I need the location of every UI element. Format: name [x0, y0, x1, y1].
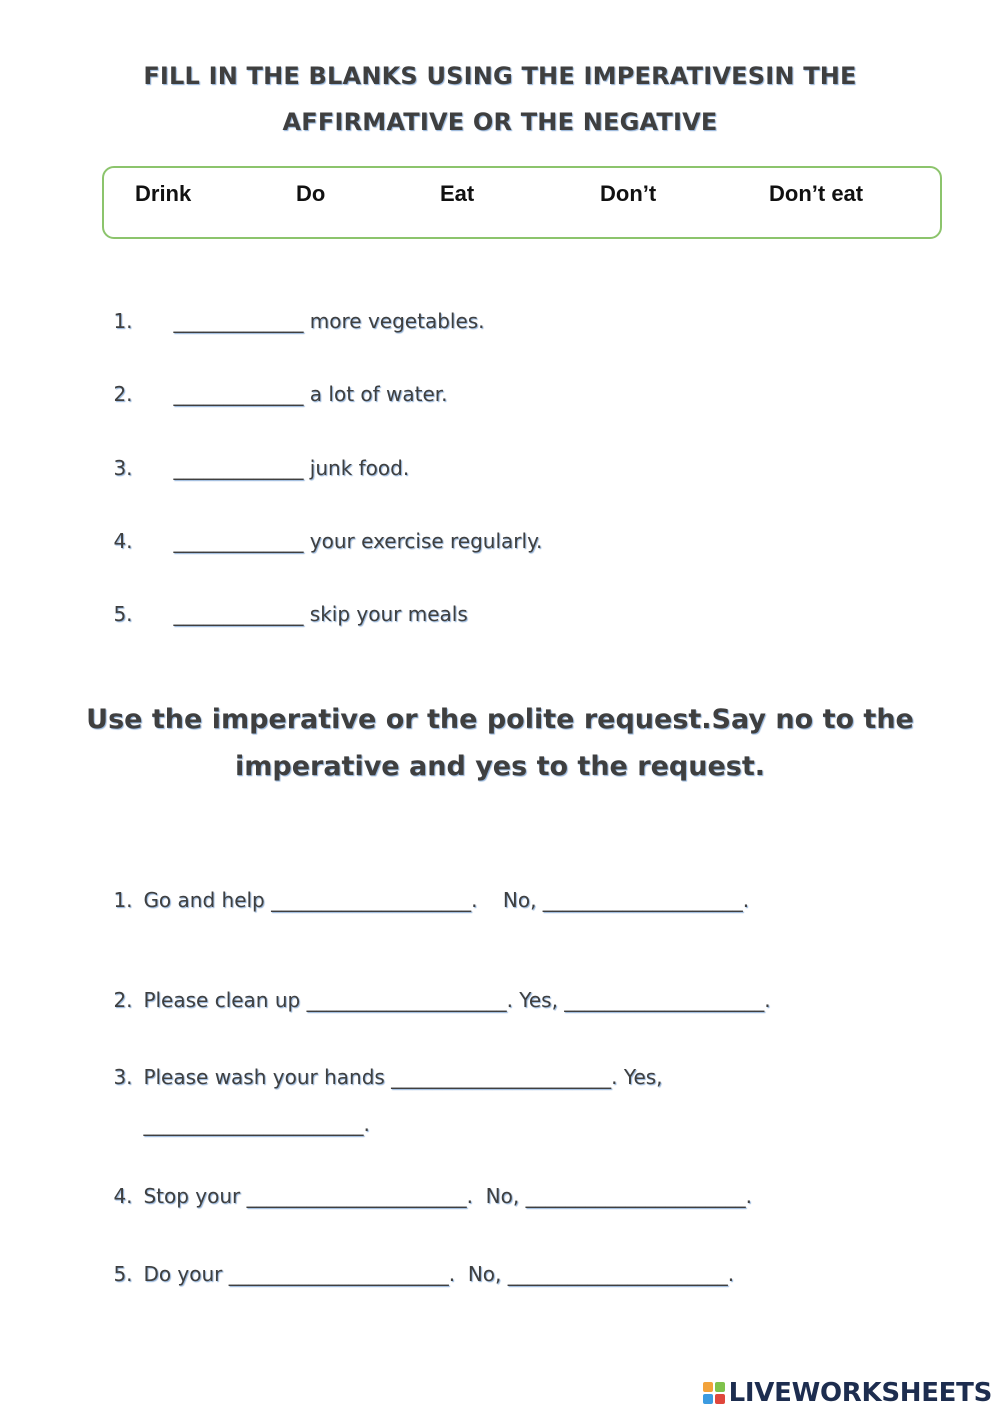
exercise-item — [88, 358, 448, 430]
item-text[interactable]: _____________ skip your meals — [173, 602, 468, 626]
item-number: 5. — [113, 602, 133, 626]
footer-logo[interactable] — [703, 1376, 992, 1410]
word-bank-item: Do — [296, 181, 326, 206]
section1-title-line1: FILL IN THE BLANKS USING THE IMPERATIVESIN THE — [143, 62, 857, 90]
item-number: 5. — [113, 1262, 133, 1286]
item-number: 3. — [113, 1065, 133, 1089]
section2-title-line1: Use the imperative or the polite request.Say no to the — [86, 704, 914, 735]
exercise-item — [88, 505, 542, 577]
exercise-item — [88, 432, 409, 504]
item-number: 4. — [113, 529, 133, 553]
item-text[interactable]: _____________ your exercise regularly. — [173, 529, 543, 553]
exercise-item-continued — [88, 1088, 370, 1160]
exercise-item — [88, 964, 771, 1036]
word-bank-item: Drink — [135, 181, 192, 206]
logo-square — [715, 1394, 725, 1404]
item-text[interactable]: Please wash your hands ______________________. Yes, — [143, 1065, 663, 1089]
item-text[interactable]: ______________________. — [143, 1112, 370, 1136]
item-number: 4. — [113, 1184, 133, 1208]
item-text[interactable]: Please clean up ____________________. Yes, ____________________. — [143, 988, 771, 1012]
item-text[interactable]: Go and help ____________________. No, ____________________. — [143, 888, 750, 912]
exercise-item — [88, 1160, 752, 1232]
word-bank-item: Eat — [440, 181, 475, 206]
logo-square — [703, 1382, 713, 1392]
exercise-item — [88, 1238, 734, 1310]
item-number: 1. — [113, 309, 133, 333]
item-text[interactable]: Do your ______________________. No, ______________________. — [143, 1262, 735, 1286]
brand-name: LIVEWORKSHEETS — [728, 1378, 992, 1408]
item-text[interactable]: _____________ more vegetables. — [173, 309, 485, 333]
word-bank — [102, 166, 942, 239]
logo-square — [715, 1382, 725, 1392]
exercise-item — [88, 285, 485, 357]
item-number: 3. — [113, 456, 133, 480]
item-text[interactable]: _____________ a lot of water. — [173, 382, 448, 406]
logo-square — [703, 1394, 713, 1404]
section2-title-line2: imperative and yes to the request. — [234, 751, 765, 782]
item-text[interactable]: Stop your ______________________. No, ______________________. — [143, 1184, 752, 1208]
word-bank-item: Don’t — [600, 181, 657, 206]
section1-title-line2: AFFIRMATIVE OR THE NEGATIVE — [282, 108, 718, 136]
item-number: 2. — [113, 988, 133, 1012]
item-number: 1. — [113, 888, 133, 912]
word-bank-item: Don’t eat — [769, 181, 864, 206]
exercise-item — [88, 578, 468, 650]
item-number: 2. — [113, 382, 133, 406]
exercise-item — [88, 864, 749, 936]
item-text[interactable]: _____________ junk food. — [173, 456, 410, 480]
liveworksheets-logo-icon — [703, 1382, 725, 1404]
